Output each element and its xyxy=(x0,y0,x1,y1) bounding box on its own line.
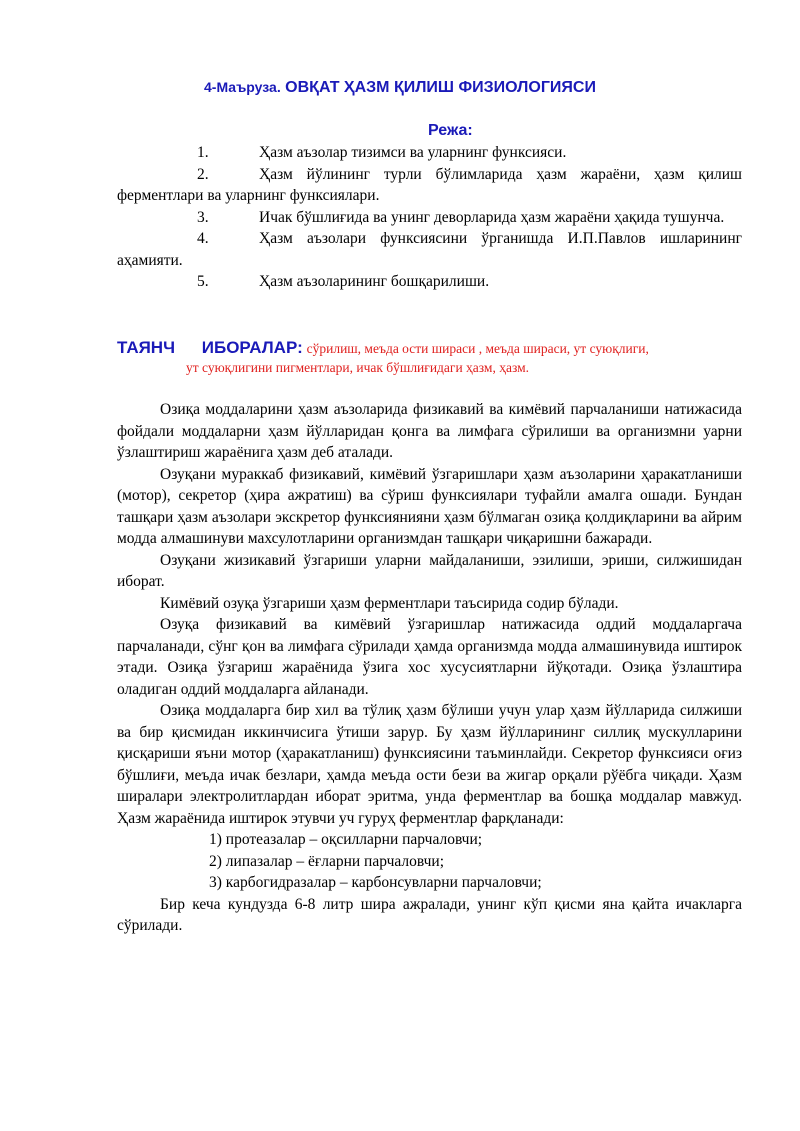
paragraph: Бир кеча кундузда 6-8 литр шира ажралади, унинг кўп қисми яна қайта ичакларга сўрилади. xyxy=(117,895,742,934)
key-terms-line: сўрилиш, меъда ости шираси , меъда шираси, ут суюқлиги, xyxy=(306,341,649,356)
paragraph: Озуқани мураккаб физикавий, кимёвий ўзгаришлари ҳазм аъзоларини ҳаракатланиши (мотор), секретор (ҳира ажратиш) ва сўриш функсиялари туфайли амалга ошади. Бундан ташқари ҳазм аъзолари экскретор функсиянияни ҳазм бўлмаган озиқа қолдиқларини ва айрим модда алмашинуви махсулотларини организмдан ташқари чиқаришни бажаради. xyxy=(117,465,742,547)
plan-list xyxy=(117,142,742,293)
lecture-body xyxy=(117,399,742,937)
plan-heading: Режа: xyxy=(428,122,473,139)
enzyme-list-item: 1) протеазалар – оқсилларни парчаловчи; xyxy=(209,831,483,848)
lecture-title xyxy=(0,77,800,99)
lecture-topic: ОВҚАТ ҲАЗМ ҚИЛИШ ФИЗИОЛОГИЯСИ xyxy=(285,79,596,96)
key-terms-line: ут суюқлигини пигментлари, ичак бўшлиғидаги ҳазм, ҳазм. xyxy=(186,360,530,375)
paragraph: Озуқа физикавий ва кимёвий ўзгаришлар натижасида оддий моддаларгача парчаланади, сўнг қон ва лимфага сўрилади ҳамда организмда модда алмашинувида иштирок этади. Озиқа ўзгариш жараёнида ўзига хос хусусиятларни йўқотади. Озиқа ўзлаштира оладиган оддий моддаларга айланади. xyxy=(117,616,742,698)
plan-item: 3. Ичак бўшлиғида ва унинг деворларида ҳазм жараёни ҳақида тушунча. xyxy=(197,208,725,226)
paragraph: Озиқа моддаларга бир хил ва тўлиқ ҳазм бўлиши учун улар ҳазм йўлларида силжиши ва бир қисмидан иккинчисига ўтиши зарур. Бу ҳазм йўлларининг силлиқ мускулларини қисқариши яъни мотор (ҳаракатланиш) функсиясини таъминлайди. Секретор функсияси оғиз бўшлиғи, меъда ичак безлари, ҳамда меъда ости бези ва жигар орқали рўёбга чиқади. Ҳазм ширалари электролитлардан иборат эритма, унда ферментлар ва бошқа моддалар мавжуд. Ҳазм жараёнида иштирок этувчи уч гуруҳ ферментлар фарқланади: xyxy=(117,702,742,827)
plan-item: 4. Ҳазм аъзолари функсиясини ўрганишда И.П.Павлов ишларининг аҳамияти. xyxy=(117,230,742,269)
plan-item: 5. Ҳазм аъзоларининг бошқарилиши. xyxy=(197,273,490,290)
paragraph: Кимёвий озуқа ўзгариши ҳазм ферментлари таъсирида содир бўлади. xyxy=(160,594,619,612)
plan-item: 2. Ҳазм йўлининг турли бўлимларида ҳазм жараёни, ҳазм қилиш ферментлари ва уларнинг функсиялари. xyxy=(117,165,742,204)
key-terms-heading: ТАЯНЧ ИБОРАЛАР: xyxy=(117,338,303,357)
enzyme-list-item: 2) липазалар – ёғларни парчаловчи; xyxy=(209,852,445,870)
paragraph: Озиқа моддаларини ҳазм аъзоларида физикавий ва кимёвий парчаланиши натижасида фойдали моддаларни ҳазм йўлларидан қонга ва лимфага сўрилиши ва организмни уарни ўзлаштириш жараёнига ҳазм деб аталади. xyxy=(117,401,742,461)
paragraph: Озуқани жизикавий ўзгариши уларни майдаланиши, эзилиши, эриши, силжишидан иборат. xyxy=(117,551,742,590)
enzyme-list-item: 3) карбогидразалар – карбонсувларни парчаловчи; xyxy=(209,874,542,891)
lecture-number: 4-Маъруза. xyxy=(204,79,281,95)
plan-item: 1. Ҳазм аъзолар тизимси ва уларнинг функсияси. xyxy=(197,144,567,161)
